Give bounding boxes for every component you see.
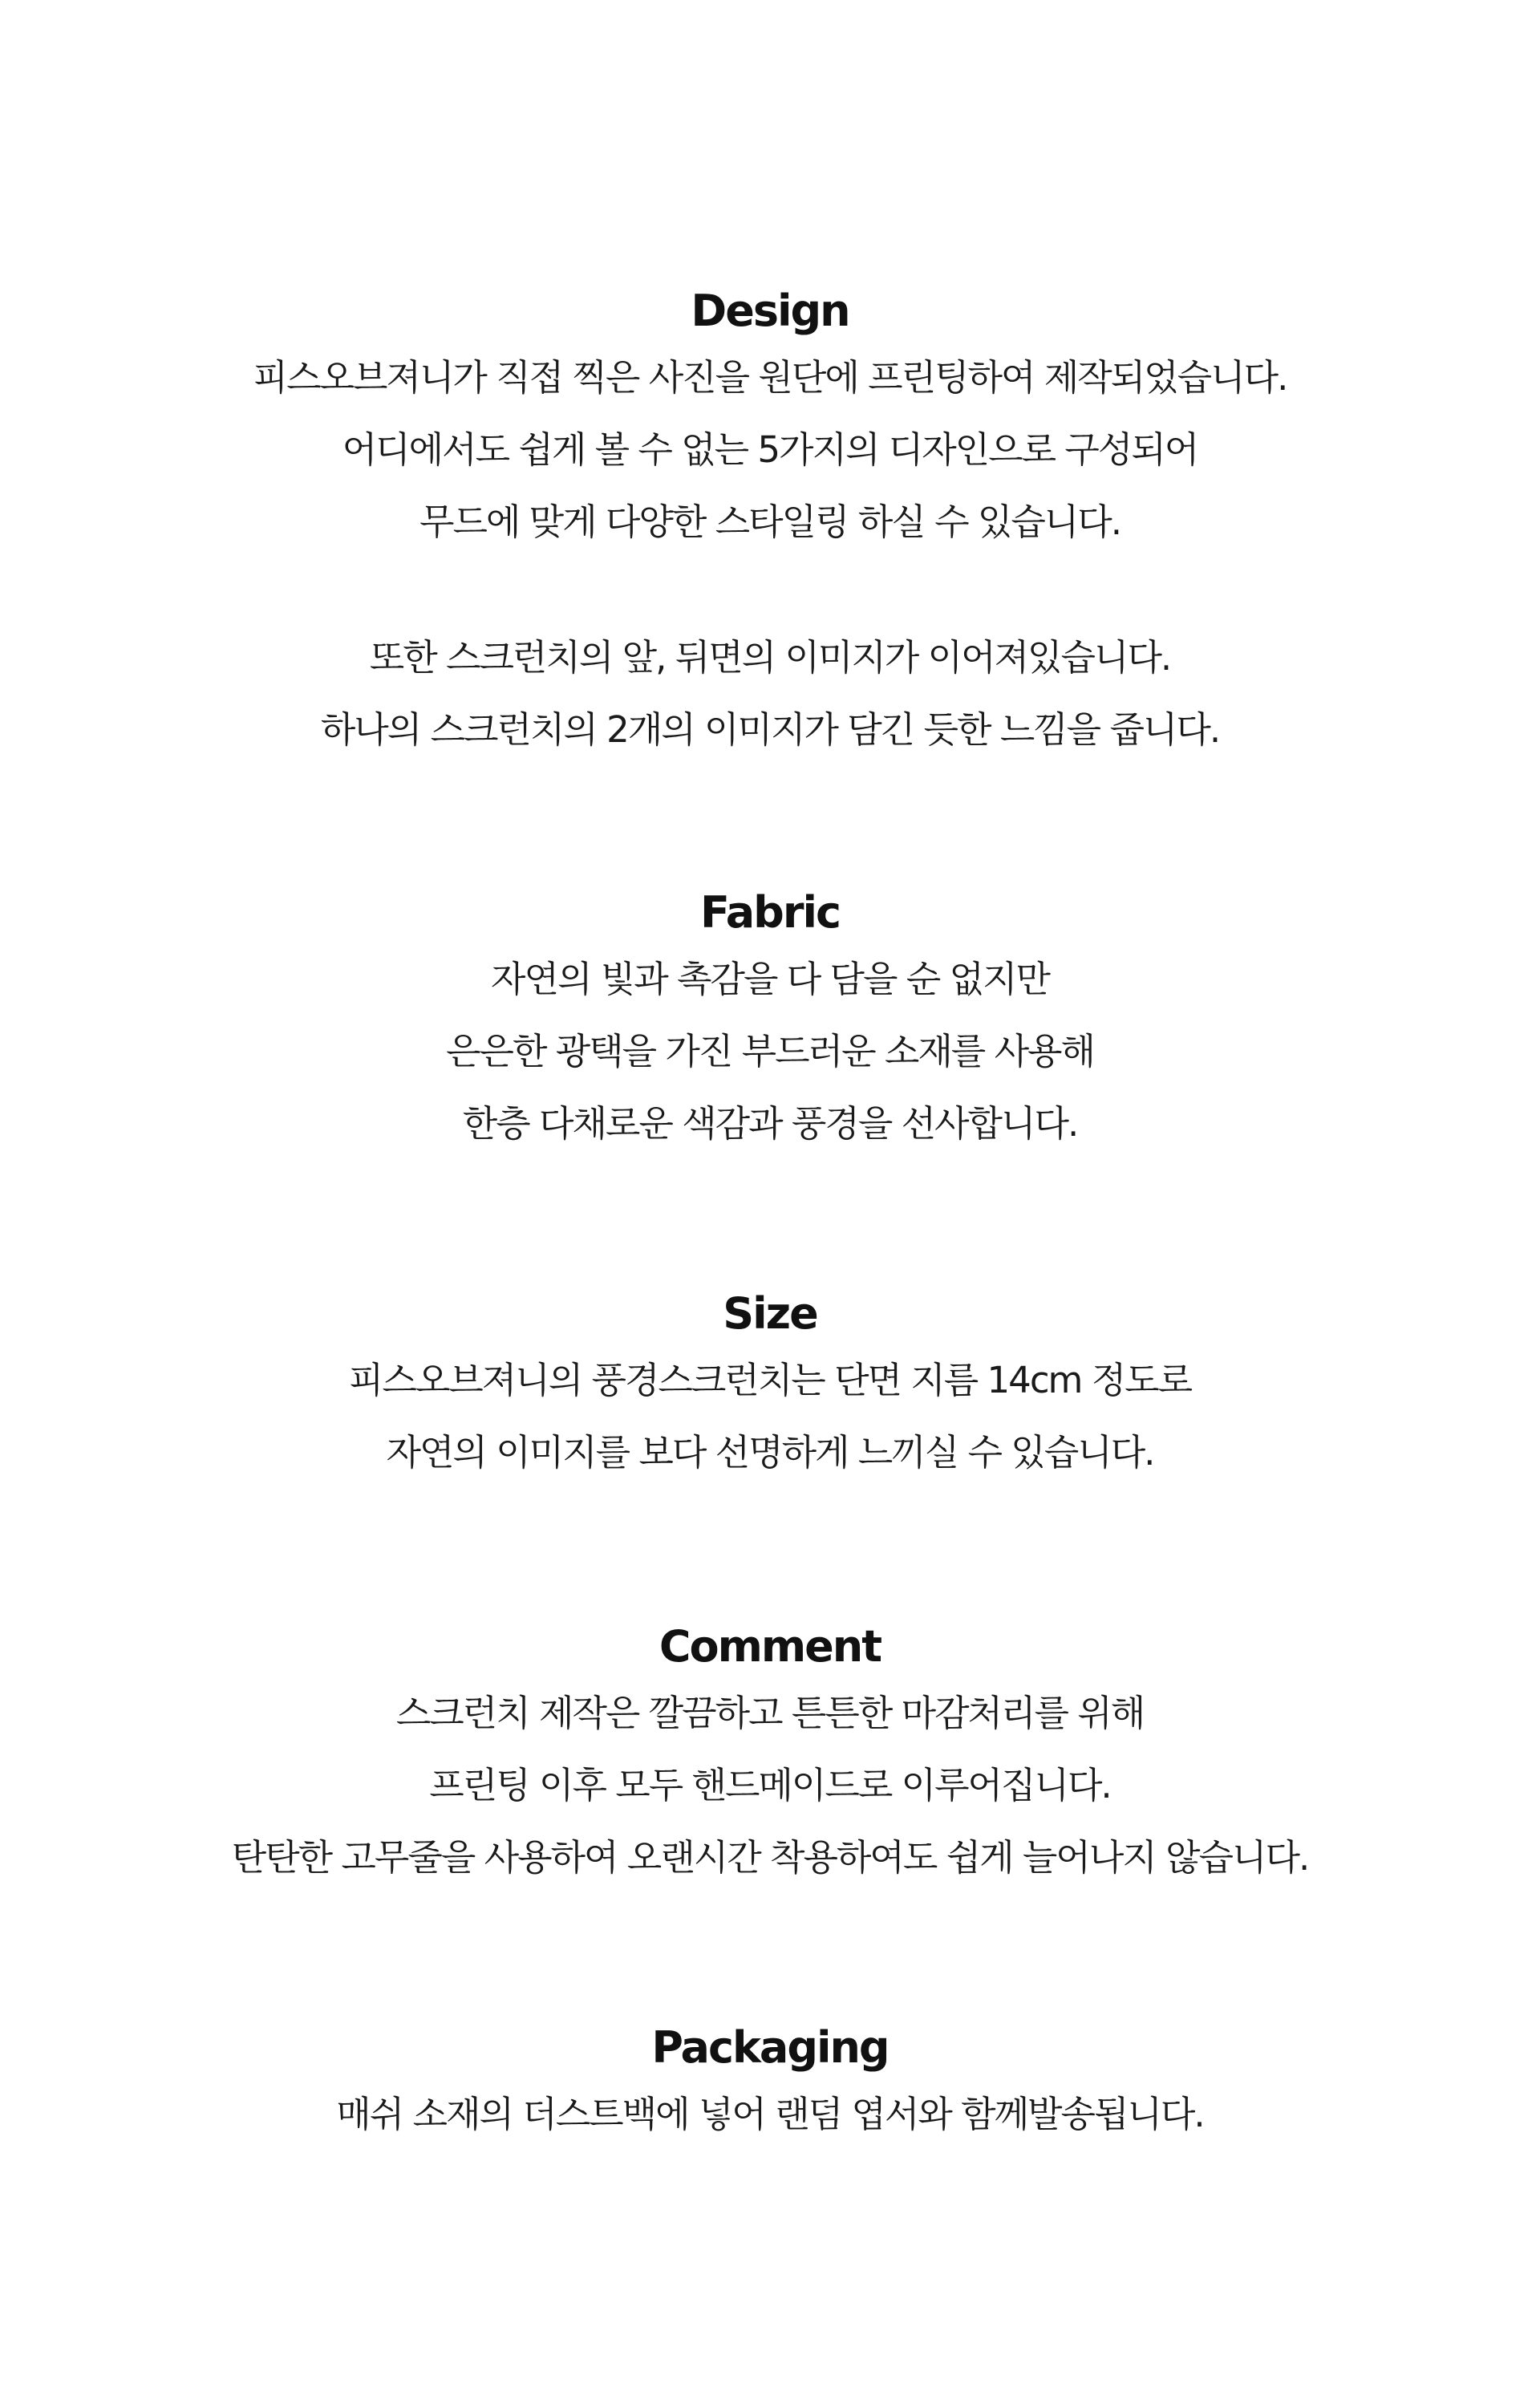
design-line-5: 하나의 스크런치의 2개의 이미지가 담긴 듯한 느낌을 줍니다. [320,708,1220,751]
design-line-1: 피스오브져니가 직접 찍은 사진을 원단에 프린팅하여 제작되었습니다. [253,356,1287,399]
paragraph-gap [0,558,1540,622]
fabric-heading: Fabric [700,887,840,938]
comment-line-3: 탄탄한 고무줄을 사용하여 오랜시간 착용하여도 쉽게 늘어나지 않습니다. [231,1836,1309,1879]
comment-line-1: 스크런치 제작은 깔끔하고 튼튼한 마감처리를 위해 [395,1692,1145,1734]
comment-heading: Comment [659,1621,881,1672]
packaging-heading: Packaging [651,2022,889,2073]
fabric-line-2: 은은한 광택을 가진 부드러운 소재를 사용해 [446,1030,1094,1072]
design-line-4: 또한 스크런치의 앞, 뒤면의 이미지가 이어져있습니다. [369,636,1171,679]
fabric-line-3: 한층 다채로운 색감과 풍경을 선사합니다. [462,1102,1078,1145]
packaging-line-1: 매쉬 소재의 더스트백에 넣어 랜덤 엽서와 함께발송됩니다. [336,2093,1204,2135]
comment-line-2: 프린팅 이후 모두 핸드메이드로 이루어집니다. [429,1764,1111,1806]
fabric-line-1: 자연의 빛과 촉감을 다 담을 순 없지만 [491,958,1049,1000]
design-line-3: 무드에 맞게 다양한 스타일링 하실 수 있습니다. [419,501,1121,543]
size-section [0,1283,1540,1489]
packaging-section [0,2017,1540,2151]
size-line-2: 자연의 이미지를 보다 선명하게 느끼실 수 있습니다. [386,1431,1154,1474]
design-line-2: 어디에서도 쉽게 볼 수 없는 5가지의 디자인으로 구성되어 [342,428,1198,471]
comment-section [0,1616,1540,1894]
fabric-section [0,882,1540,1160]
design-section [0,281,1540,766]
size-heading: Size [723,1288,817,1339]
design-heading: Design [691,286,849,336]
size-line-1: 피스오브져니의 풍경스크런치는 단면 지름 14cm 정도로 [348,1359,1192,1401]
